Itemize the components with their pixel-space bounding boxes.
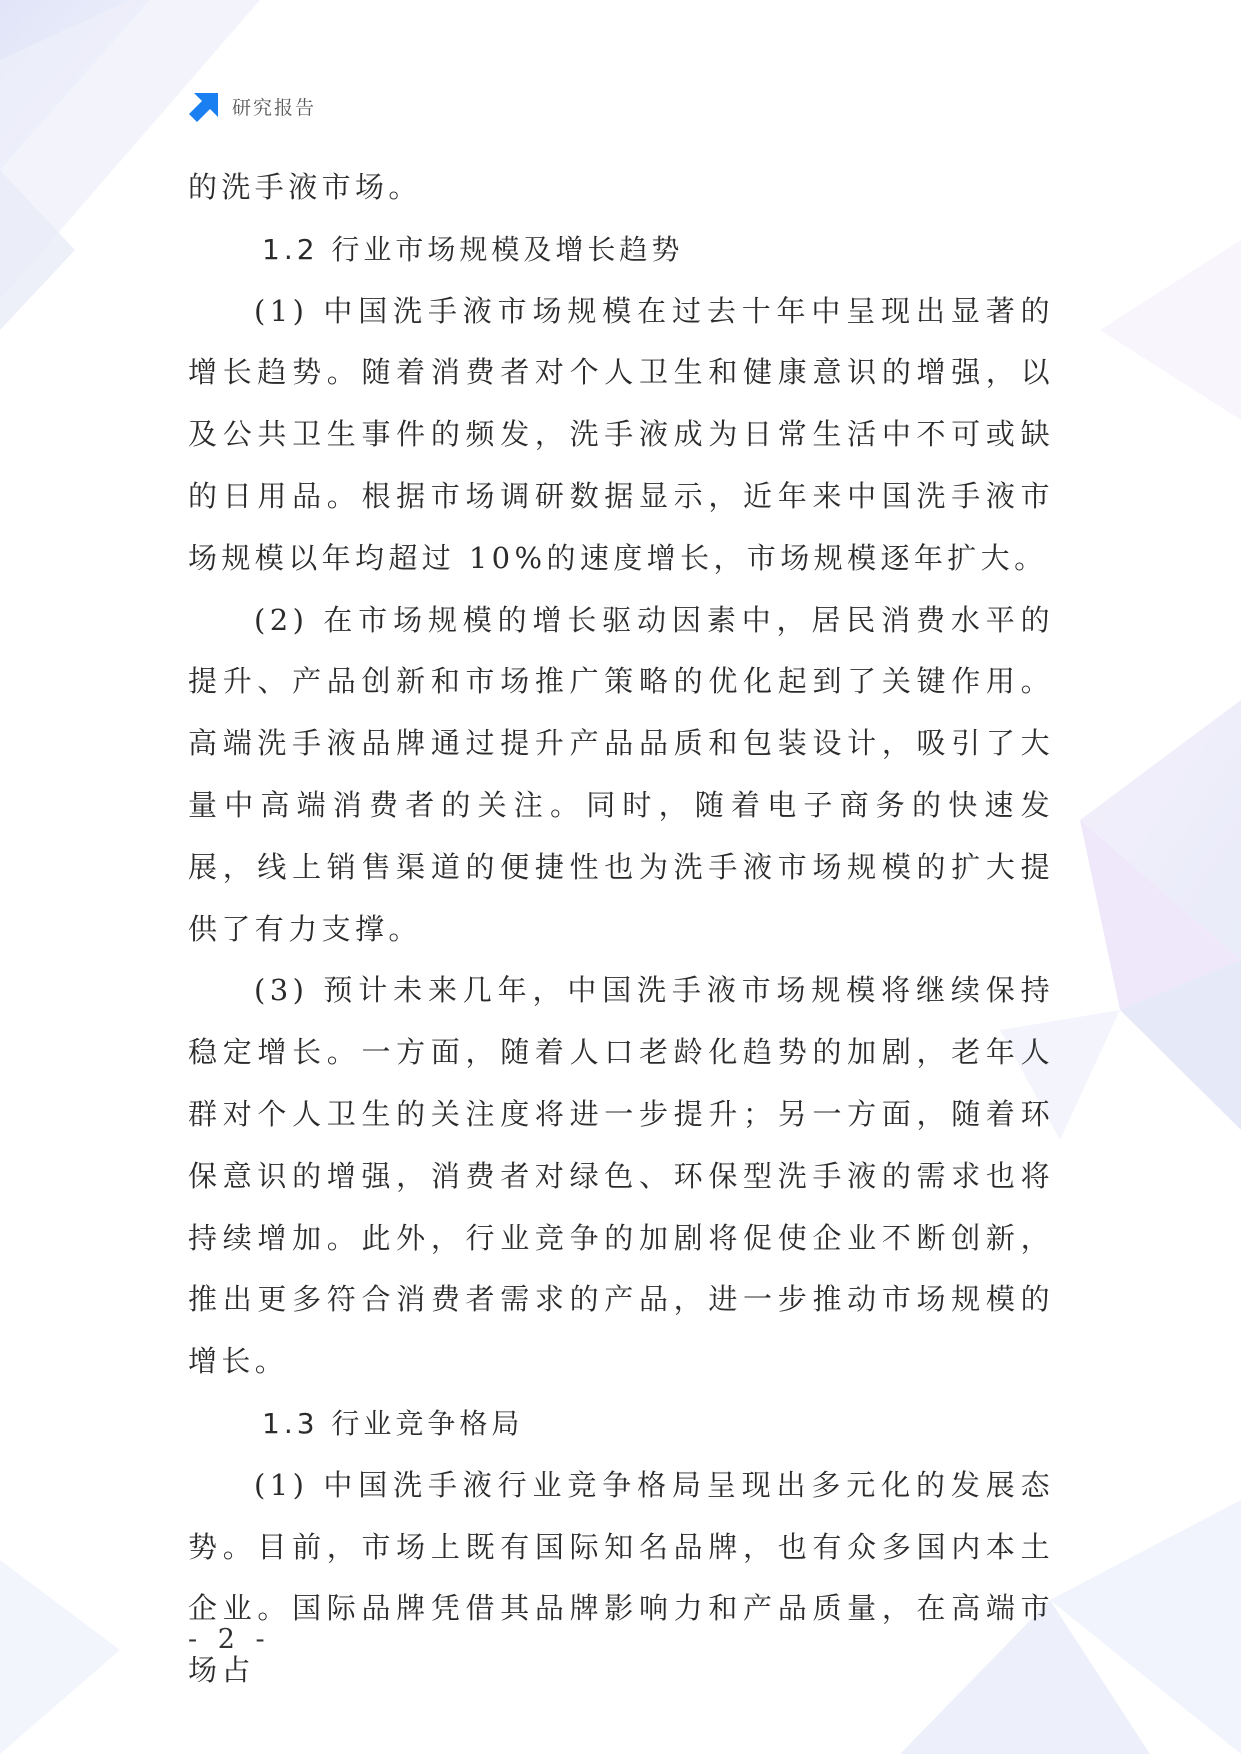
report-header <box>188 88 316 124</box>
section-heading-1-3: 1.3 行业竞争格局 <box>262 1406 524 1440</box>
page-number: - 2 - <box>188 1624 271 1655</box>
arrow-up-right-logo-icon <box>188 89 222 123</box>
section-heading-1-2: 1.2 行业市场规模及增长趋势 <box>262 232 684 266</box>
document-body <box>188 157 1054 1702</box>
paragraph-1-2-2: (2) 在市场规模的增长驱动因素中，居民消费水平的提升、产品创新和市场推广策略的优化起到了关键作用。高端洗手液品牌通过提升产品品质和包装设计，吸引了大量中高端消费者的关注。同时，随着电子商务的快速发展，线上销售渠道的便捷性也为洗手液市场规模的扩大提供了有力支撑。 <box>188 602 1054 946</box>
header-title: 研究报告 <box>232 96 317 119</box>
paragraph-1-2-3: (3) 预计未来几年，中国洗手液市场规模将继续保持稳定增长。一方面，随着人口老龄化趋势的加剧，老年人群对个人卫生的关注度将进一步提升；另一方面，随着环保意识的增强，消费者对绿色、环保型洗手液的需求也将持续增加。此外，行业竞争的加剧将促使企业不断创新，推出更多符合消费者需求的产品，进一步推动市场规模的增长。 <box>188 973 1054 1379</box>
paragraph-1-3-1: (1) 中国洗手液行业竞争格局呈现出多元化的发展态势。目前，市场上既有国际知名品牌，也有众多国内本土企业。国际品牌凭借其品牌影响力和产品质量，在高端市场占 <box>188 1467 1054 1688</box>
paragraph-continuation: 的洗手液市场。 <box>188 170 422 204</box>
paragraph-1-2-1: (1) 中国洗手液市场规模在过去十年中呈现出显著的增长趋势。随着消费者对个人卫生和健康意识的增强，以及公共卫生事件的频发，洗手液成为日常生活中不可或缺的日用品。根据市场调研数据显示，近年来中国洗手液市场规模以年均超过 10%的速度增长，市场规模逐年扩大。 <box>188 293 1054 575</box>
